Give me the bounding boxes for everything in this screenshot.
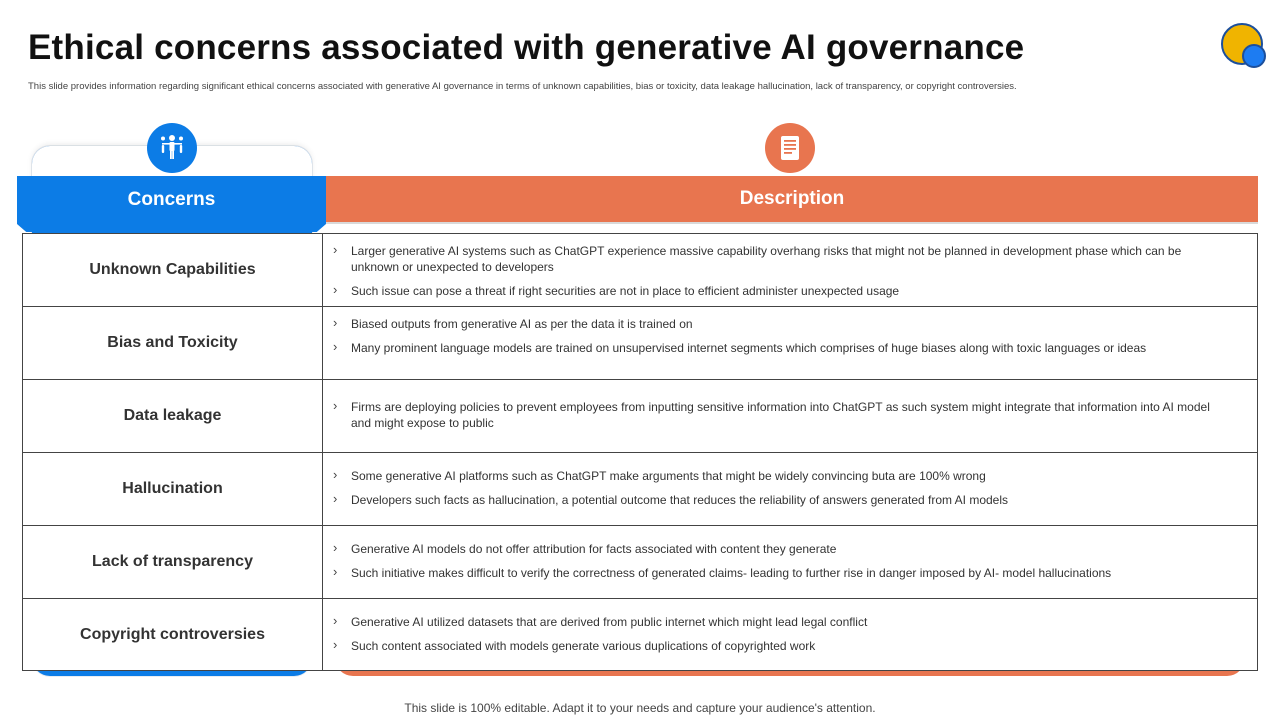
bullet-item — [333, 565, 1227, 581]
bullet-item — [333, 316, 1227, 332]
bullet-text: Such issue can pose a threat if right securities are not in place to efficient administer unexpected usage — [351, 284, 900, 298]
description-cell — [323, 307, 1257, 379]
bullet-item — [333, 541, 1227, 557]
chevron-right-icon: › — [333, 613, 338, 628]
concern-label: Unknown Capabilities — [23, 234, 323, 306]
bullet-item — [333, 399, 1227, 431]
footer-note: This slide is 100% editable. Adapt it to your needs and capture your audience's attention. — [404, 701, 876, 715]
bullet-item — [333, 468, 1227, 484]
chevron-right-icon: › — [333, 491, 338, 506]
concern-label: Hallucination — [23, 453, 323, 525]
concern-label: Copyright controversies — [23, 599, 323, 671]
chevron-right-icon: › — [333, 315, 338, 330]
bullet-item — [333, 614, 1227, 630]
bullet-text: Generative AI utilized datasets that are derived from public internet which might lead legal conflict — [351, 615, 868, 629]
description-cell — [323, 234, 1257, 306]
brand-logo-icon — [1221, 23, 1269, 71]
chevron-right-icon: › — [333, 242, 338, 257]
document-icon — [765, 123, 815, 173]
bullet-text: Larger generative AI systems such as ChatGPT experience massive capability overhang risks that might not be planned in development phase which can be unknown or unexpected to developers — [351, 244, 1182, 274]
chevron-right-icon: › — [333, 398, 338, 413]
bullet-text: Such content associated with models generate various duplications of copyrighted work — [351, 639, 816, 653]
bullet-item — [333, 492, 1227, 508]
bullet-text: Many prominent language models are trained on unsupervised internet segments which comprises of huge biases along with toxic languages or ideas — [351, 341, 1147, 355]
chevron-right-icon: › — [333, 339, 338, 354]
page-title: Ethical concerns associated with generative AI governance — [28, 28, 1025, 67]
page-subtitle: This slide provides information regarding significant ethical concerns associated with generative AI governance in terms of unknown capabilities, bias or toxicity, data leakage hallucination, lack of transparency, or copyright controversies. — [28, 81, 1017, 92]
bullet-item — [333, 283, 1227, 299]
chevron-right-icon: › — [333, 467, 338, 482]
table-row — [23, 453, 1257, 526]
concern-label: Bias and Toxicity — [23, 307, 323, 379]
chevron-right-icon: › — [333, 282, 338, 297]
description-cell — [323, 380, 1257, 452]
bullet-text: Biased outputs from generative AI as per the data it is trained on — [351, 317, 693, 331]
chevron-right-icon: › — [333, 637, 338, 652]
concerns-header: Concerns — [17, 176, 326, 224]
chevron-right-icon: › — [333, 564, 338, 579]
chevron-right-icon: › — [333, 540, 338, 555]
description-cell — [323, 599, 1257, 671]
bullet-item — [333, 638, 1227, 654]
description-cell — [323, 526, 1257, 598]
people-balance-icon — [147, 123, 197, 173]
concerns-table — [22, 233, 1258, 671]
table-row — [23, 599, 1257, 671]
bullet-text: Firms are deploying policies to prevent employees from inputting sensitive information into ChatGPT as such system might integrate that information into AI model and might expose to public — [351, 400, 1210, 430]
table-row — [23, 307, 1257, 380]
bullet-item — [333, 340, 1227, 356]
table-row — [23, 380, 1257, 453]
table-row — [23, 234, 1257, 307]
concern-label: Data leakage — [23, 380, 323, 452]
description-cell — [323, 453, 1257, 525]
bullet-text: Such initiative makes difficult to verify the correctness of generated claims- leading to further rise in danger imposed by AI- model hallucinations — [351, 566, 1112, 580]
table-row — [23, 526, 1257, 599]
concern-label: Lack of transparency — [23, 526, 323, 598]
bullet-text: Generative AI models do not offer attribution for facts associated with content they generate — [351, 542, 837, 556]
bullet-text: Developers such facts as hallucination, a potential outcome that reduces the reliability of answers generated from AI models — [351, 493, 1009, 507]
description-header: Description — [326, 176, 1258, 224]
bullet-item — [333, 243, 1227, 275]
bullet-text: Some generative AI platforms such as ChatGPT make arguments that might be widely convincing buta are 100% wrong — [351, 469, 986, 483]
